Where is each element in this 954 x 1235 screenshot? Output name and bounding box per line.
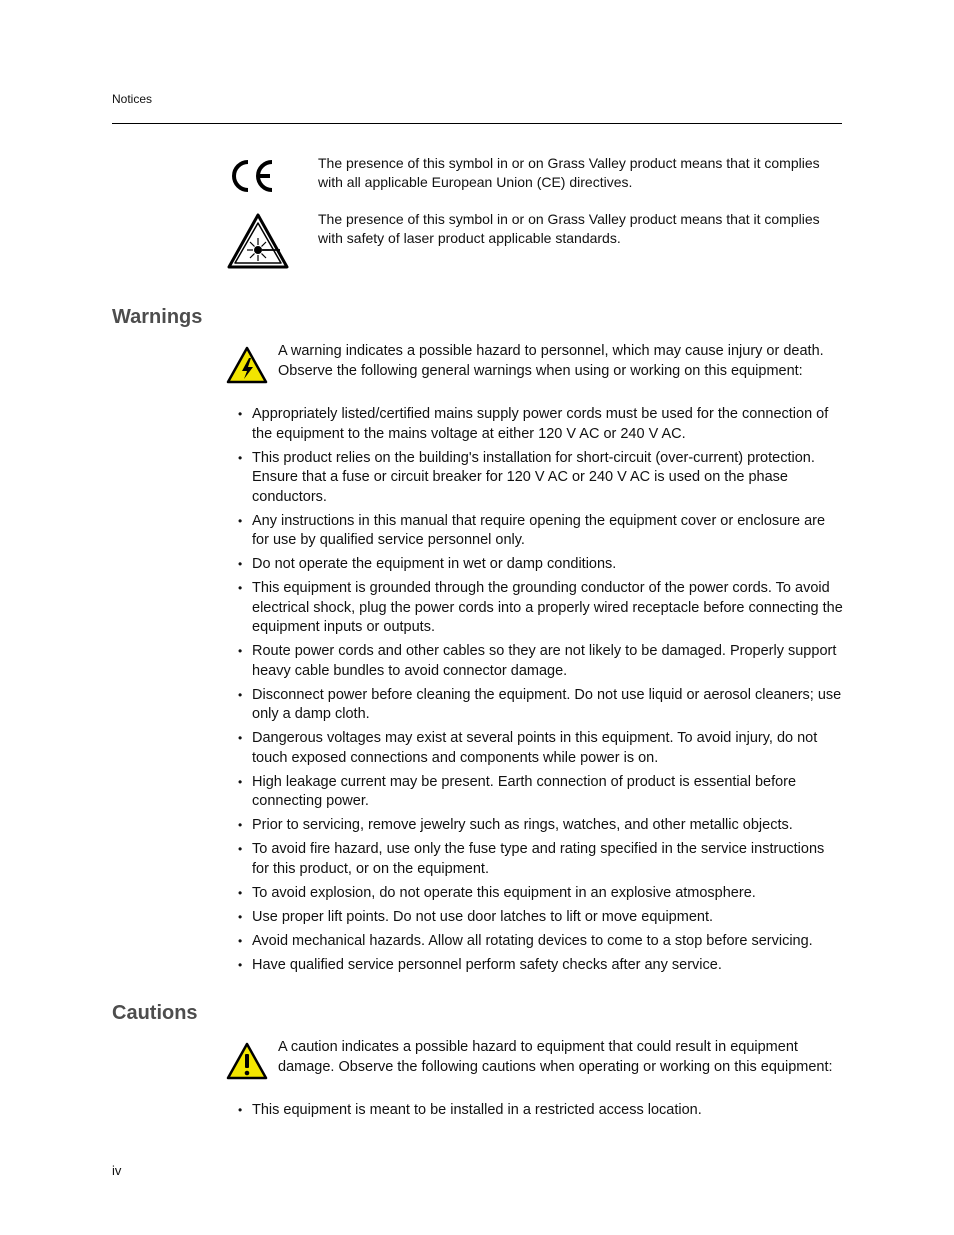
laser-warning-icon bbox=[226, 212, 290, 270]
ce-mark-icon bbox=[226, 158, 276, 194]
caution-exclamation-icon bbox=[226, 1042, 268, 1080]
electrical-hazard-icon bbox=[226, 346, 268, 384]
list-item: • High leakage current may be present. Earth connection of product is essential before connecting power. bbox=[238, 773, 844, 812]
list-item: • Prior to servicing, remove jewelry such as rings, watches, and other metallic objects. bbox=[238, 816, 844, 836]
list-item: • Have qualified service personnel perform safety checks after any service. bbox=[238, 956, 844, 976]
warnings-heading: Warnings bbox=[112, 306, 203, 328]
list-item: • Use proper lift points. Do not use door latches to lift or move equipment. bbox=[238, 908, 844, 928]
list-item: • This equipment is meant to be installed in a restricted access location. bbox=[238, 1101, 844, 1121]
list-item: • Route power cords and other cables so they are not likely to be damaged. Properly support heavy cable bundles to avoid connector damage. bbox=[238, 642, 844, 681]
list-item: • To avoid explosion, do not operate this equipment in an explosive atmosphere. bbox=[238, 884, 844, 904]
list-item: • Avoid mechanical hazards. Allow all rotating devices to come to a stop before servicing. bbox=[238, 932, 844, 952]
cautions-intro bbox=[226, 1038, 842, 1098]
list-item: • This product relies on the building's installation for short-circuit (over-current) protection. Ensure that a fuse or circuit breaker for 120 V AC or 240 V AC is used on the phase conductors. bbox=[238, 449, 844, 508]
page-number: iv bbox=[112, 1163, 122, 1178]
ce-symbol-notice bbox=[226, 154, 842, 204]
cautions-intro-text: A caution indicates a possible hazard to equipment that could result in equipment damage. Observe the following cautions when operating or working on this equipment: bbox=[278, 1039, 833, 1075]
warnings-list bbox=[238, 405, 844, 980]
running-header: Notices bbox=[112, 92, 153, 106]
cautions-list bbox=[238, 1101, 844, 1125]
warnings-intro bbox=[226, 342, 842, 402]
list-item: • This equipment is grounded through the grounding conductor of the power cords. To avoid electrical shock, plug the power cords into a properly wired receptacle before connecting the equipment inputs or outputs. bbox=[238, 579, 844, 638]
ce-symbol-description: The presence of this symbol in or on Grass Valley product means that it complies with all applicable European Union (CE) directives. bbox=[318, 155, 820, 190]
list-item: • To avoid fire hazard, use only the fuse type and rating specified in the service instructions for this product, or on the equipment. bbox=[238, 840, 844, 879]
header-divider bbox=[112, 123, 842, 124]
laser-symbol-description: The presence of this symbol in or on Grass Valley product means that it complies with safety of laser product applicable standards. bbox=[318, 211, 820, 246]
list-item: • Disconnect power before cleaning the equipment. Do not use liquid or aerosol cleaners; use only a damp cloth. bbox=[238, 686, 844, 725]
list-item: • Dangerous voltages may exist at several points in this equipment. To avoid injury, do not touch exposed connections and components while power is on. bbox=[238, 729, 844, 768]
laser-symbol-notice bbox=[226, 210, 842, 270]
cautions-heading: Cautions bbox=[112, 1002, 198, 1024]
list-item: • Do not operate the equipment in wet or damp conditions. bbox=[238, 555, 844, 575]
warnings-intro-text: A warning indicates a possible hazard to personnel, which may cause injury or death. Observe the following general warnings when using or working on this equipment: bbox=[278, 343, 824, 379]
list-item: • Any instructions in this manual that require opening the equipment cover or enclosure are for use by qualified service personnel only. bbox=[238, 512, 844, 551]
list-item: • Appropriately listed/certified mains supply power cords must be used for the connection of the equipment to the mains voltage at either 120 V AC or 240 V AC. bbox=[238, 405, 844, 444]
